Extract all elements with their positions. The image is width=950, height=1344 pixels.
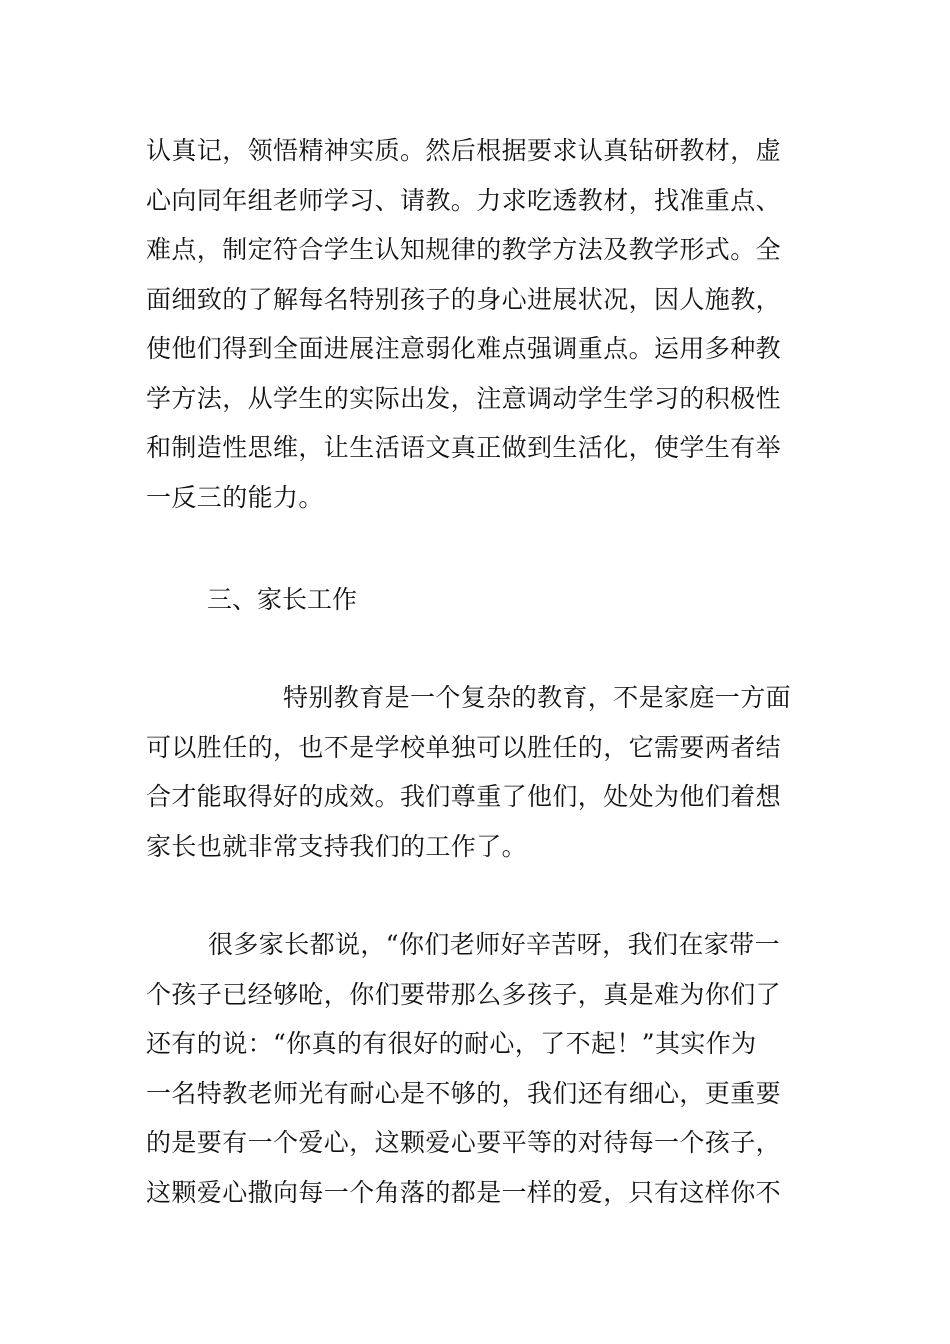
text-line: 特别教育是一个复杂的教育，不是家庭一方面	[283, 683, 792, 712]
text-line: 一名特教老师光有耐心是不够的，我们还有细心，更重要	[146, 1078, 782, 1108]
text-line: 难点，制定符合学生认知规律的教学方法及教学形式。全	[146, 235, 782, 264]
text-line: 和制造性思维，让生活语文真正做到生活化，使学生有举	[146, 433, 782, 462]
text-line: 还有的说：“你真的有很好的耐心，了不起！”其实作为	[146, 1029, 757, 1058]
text-line: 这颗爱心撒向每一个角落的都是一样的爱，只有这样你不	[146, 1177, 782, 1207]
text-line: 家长也就非常支持我们的工作了。	[146, 831, 528, 861]
text-line: 心向同年组老师学习、请教。力求吃透教材，找准重点、	[146, 185, 782, 215]
paragraph-teaching-methods	[146, 126, 810, 522]
paragraph-parents-comments	[146, 920, 810, 1217]
text-line: 认真记，领悟精神实质。然后根据要求认真钻研教材，虚	[146, 136, 782, 165]
section-heading: 三、家长工作	[207, 585, 358, 614]
text-line: 合才能取得好的成效。我们尊重了他们，处处为他们着想	[146, 782, 782, 811]
text-line: 的是要有一个爱心，这颗爱心要平等的对待每一个孩子，	[146, 1128, 782, 1157]
text-line: 可以胜任的，也不是学校单独可以胜任的，它需要两者结	[146, 732, 782, 762]
paragraph-special-education	[146, 673, 810, 871]
text-line: 面细致的了解每名特别孩子的身心进展状况，因人施教，	[146, 284, 782, 314]
text-line: 学方法，从学生的实际出发，注意调动学生学习的积极性	[146, 383, 782, 413]
text-line: 一反三的能力。	[146, 482, 324, 512]
text-line: 个孩子已经够呛，你们要带那么多孩子，真是难为你们了	[146, 979, 782, 1009]
text-line: 很多家长都说，“你们老师好辛苦呀，我们在家带一	[208, 930, 780, 959]
text-line: 使他们得到全面进展注意弱化难点强调重点。运用多种教	[146, 334, 782, 363]
